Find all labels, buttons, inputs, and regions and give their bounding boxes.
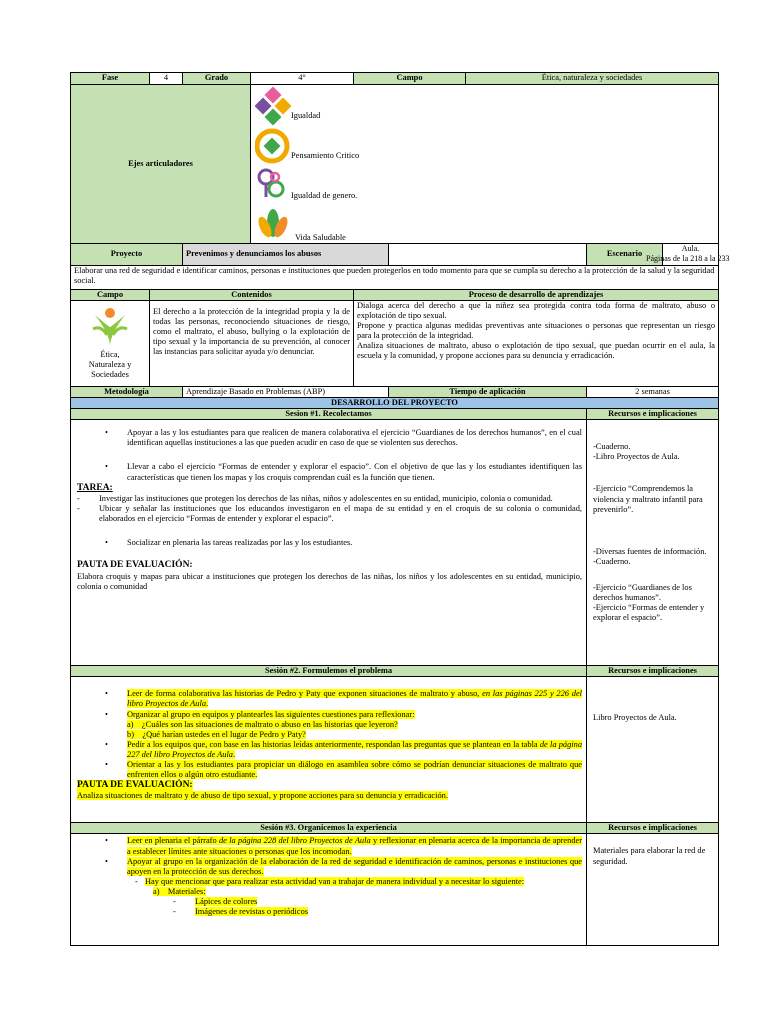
proyecto-value: Prevenimos y denunciamos los abusos [183,244,389,266]
sesion2-bullet: • Pedir a los equipos que, con base en las historias leídas anteriormente, respondan las preguntas que se plantean en la tabla de la página 227 del libro Proyectos de Aula. [105,739,583,759]
pensamiento-critico-icon [255,127,291,165]
campo-sociedades: Sociedades [91,370,129,380]
campo-cell [71,301,150,387]
sesion1-title: Sesion #1. Recolectamos [71,409,587,420]
campo-value: Ética, naturaleza y sociedades [466,73,719,85]
objetivo-text: Elaborar una red de seguridad e identificar caminos, personas e instituciones que pueden protegerlos en todo momento para que se cumpla su derecho a la protección de la salud y la seguridad social. [71,266,719,290]
pauta1-text: Elabora croquis y mapas para ubicar a instituciones que protegen los derechos de las niñas, los niños y los adolescentes en su entidad, municipio, colonia o comunidad [77,571,582,591]
sesion2-bullet: • Orientar a las y los estudiantes para propiciar un diálogo en asamblea sobre cómo se podrían denunciar situaciones de maltrato que enfrenten ellos o algún otro estudiante. [105,759,582,780]
grado-value: 4° [251,73,354,85]
sesion1-bullet: • Apoyar a las y los estudiantes para que realicen de manera colaborativa el ejercicio “Guardianes de los derechos humanos”, en el cual identifican aquellas instituciones a las que pueden acudir en caso de que se violenten sus derechos. [105,428,582,448]
sesion3-bullet: • Leer en plenaria el párrafo de la página 228 del libro Proyectos de Aula y reflexionar en plenaria acerca de la importancia de aprender a establecer límites ante situaciones o personas que los incomodan. [105,836,583,856]
planning-table [70,72,730,946]
tiempo-label: Tiempo de aplicación [389,387,587,398]
recurso-item: Materiales para elaborar la red de seguridad. [593,846,706,866]
eje-label: Igualdad [291,110,321,120]
ejes-list [251,85,719,244]
pda-item: Dialoga acerca del derecho a que la niñez sea protegida contra toda forma de maltrato, abuso o explotación de tipo sexual. [357,301,716,321]
eje-igualdad-genero [255,165,718,205]
eje-vida-saludable [255,205,718,243]
material-item: - Lápices de colores [173,896,258,906]
tiempo-value: 2 semanas [587,387,719,398]
fase-label: Fase [71,73,150,85]
ejes-label: Ejes articuladores [71,85,251,244]
sesion3-title: Sesión #3. Organicemos la experiencia [71,823,587,834]
sesion3-recursos-label: Recursos e implicaciones [587,823,719,834]
sesion2-bullet: • Organizar al grupo en equipos y plantearles las siguientes cuestiones para reflexionar: a) ¿Cuáles son las situaciones de maltrato o abuso en las historias que leyeron? b) ¿Qué harían ustedes en el lugar de Pedro y Paty? [105,709,415,739]
igualdad-icon [255,87,291,125]
metodologia-label: Metodología [71,387,183,398]
planning-document [70,72,730,946]
sesion1-recursos-label: Recursos e implicaciones [587,409,719,420]
tarea-item: - Investigar las instituciones que protegen los derechos de las niñas, niños y adolescentes en su entidad, municipio, colonia o comunidad. [77,494,553,504]
recurso-item: -Cuaderno. [593,556,631,566]
pda-label: Proceso de desarrollo de aprendizajes [354,290,719,301]
sesion3-recursos [587,834,719,946]
sesion1-body [71,420,587,666]
tarea-label: TAREA: [77,482,113,493]
campo-col-label: Campo [71,290,150,301]
igualdad-genero-icon [255,167,291,205]
sesion2-body [71,677,587,823]
pauta2-label: PAUTA DE EVALUACIÓN: [77,780,193,791]
eje-label: Vida Saludable [295,232,346,242]
metodologia-value: Aprendizaje Basado en Problemas (ABP) [183,387,389,398]
vida-saludable-icon [255,205,291,243]
escenario-label: Escenario [587,244,663,266]
contenido-text: El derecho a la protección de la integridad propia y la de todas las personas, reconociendo situaciones de riesgo, como el maltrato, el abuso, bullying o la explotación de tipo sexual y la importancia de su prevención, al conocer las instancias para solicitar ayuda y/o denunciar. [150,301,354,387]
tarea-item: - Ubicar y señalar las instituciones que los educandos investigaron en el mapa de su entidad y en el croquis de su colonia o comunidad, elaborados en el ejercicio “Formas de entender y explorar el espacio”. [77,504,582,524]
escenario-paginas: Páginas de la 218 a la 233 [646,253,730,263]
sesion3-body: • Leer en plenaria el párrafo de la página 228 del libro Proyectos de Aula y reflexionar en plenaria acerca de la importancia de aprender a establecer límites ante situaciones o personas que los incomodan. • Apoyar al grupo en la organización de la elaboración de la red de seguridad e identificación de caminos, personas e instituciones que apoyen en la protección de sus derechos. - Hay que mencionar que para realizar esta actividad van a trabajar de manera individual y a necesitar lo siguiente: a) Materiales: - Lápices de colores - Imágenes de revistas o periódicos [71,834,587,946]
desarrollo-title: DESARROLLO DEL PROYECTO [71,398,719,409]
recurso-item: -Ejercicio “Guardianes de los derechos humanos”. [593,582,692,602]
recurso-item: -Libro Proyectos de Aula. [593,452,680,462]
recurso-item: Libro Proyectos de Aula. [593,713,677,723]
recurso-item: -Diversas fuentes de información. [593,546,707,556]
sesion1-bullet: • Socializar en plenaria las tareas realizadas por las y los estudiantes. [105,538,353,548]
contenidos-label: Contenidos [150,290,354,301]
pda-item: Propone y practica algunas medidas preventivas ante situaciones o personas que representan un riesgo para la protección de la integridad. [357,321,716,341]
proyecto-label: Proyecto [71,244,183,266]
recurso-item: -Ejercicio “Formas de entender y explorar el espacio”. [593,603,705,623]
recurso-item: -Ejercicio “Comprendemos la violencia y maltrato infantil para prevenirlo”. [593,484,703,514]
eje-label: Pensamiento Critico [291,150,360,160]
pda-text [354,301,719,387]
sesion3-bullet: • Apoyar al grupo en la organización de la elaboración de la red de seguridad e identificación de caminos, personas e instituciones que apoyen en la protección de sus derechos. [105,856,582,876]
campo-label: Campo [354,73,466,85]
material-item: - Imágenes de revistas o periódicos [173,907,309,917]
pauta1-label: PAUTA DE EVALUACIÓN: [77,560,193,571]
recurso-item: -Cuaderno. [593,442,631,452]
pda-item: Analiza situaciones de maltrato, abuso o explotación de tipo sexual, que puedan ocurrir en el aula, la escuela y la comunidad, y propone acciones para su denuncia y erradicación. [357,341,716,361]
grado-label: Grado [183,73,251,85]
sesion1-recursos [587,420,719,666]
escenario-aula: Aula. [681,244,700,253]
eje-pensamiento-critico [255,125,718,165]
sesion3-dash: - Hay que mencionar que para realizar esta actividad van a trabajar de manera individual y a necesitar lo siguiente: [135,876,525,886]
sesion2-title: Sesión #2. Formulemos el problema [71,666,587,677]
proyecto-spacer [389,244,587,266]
sesion2-recursos [587,677,719,823]
campo-naturaleza: Naturaleza y [88,360,132,370]
etica-naturaleza-icon [89,305,131,347]
sesion2-bullet: • Leer de forma colaborativa las historias de Pedro y Paty que exponen situaciones de maltrato y abuso, en las páginas 225 y 226 del libro Proyectos de Aula. [105,689,582,709]
escenario-value [646,244,730,266]
sesion1-bullet: • Llevar a cabo el ejercicio “Formas de entender y explorar el espacio”. Con el objetivo de que las y los estudiantes identifiquen las características que tienen los mapas y los croquis comprendan cuál es la función que tienen. [105,462,582,482]
campo-etica: Ética, [100,350,120,360]
eje-igualdad [255,85,718,125]
pauta2-text: Analiza situaciones de maltrato y de abuso de tipo sexual, y propone acciones para su denuncia y erradicación. [77,791,448,801]
sesion2-recursos-label: Recursos e implicaciones [587,666,719,677]
fase-value: 4 [150,73,183,85]
eje-label: Igualdad de genero. [291,190,358,200]
